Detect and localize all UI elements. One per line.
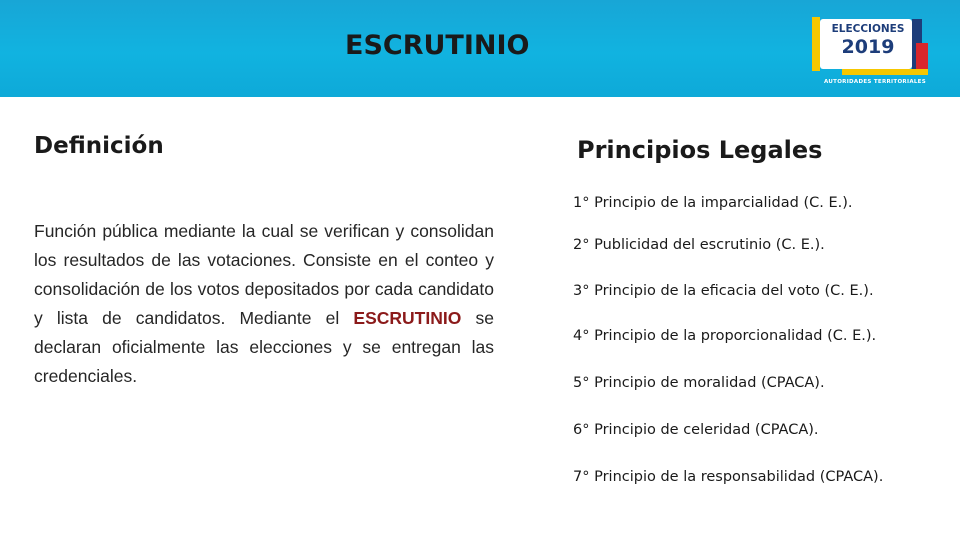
page-title: ESCRUTINIO [345,30,530,61]
definition-text [34,217,494,391]
principle-item: 4° Principio de la proporcionalidad (C. E.). [573,328,877,344]
logo-stripe-yellow-bottom [842,69,928,75]
definition-title: Definición [34,133,164,159]
logo-stripe-yellow [812,17,820,71]
definition-emphasis: ESCRUTINIO [353,308,462,328]
logo-stripe-red [916,43,928,71]
elecciones-2019-logo [812,13,932,93]
principle-item: 5° Principio de moralidad (CPACA). [573,375,825,391]
header-banner [0,0,960,97]
principle-item: 7° Principio de la responsabilidad (CPACA). [573,469,884,485]
logo-subtitle: AUTORIDADES TERRITORIALES [824,79,926,85]
principle-item: 1° Principio de la imparcialidad (C. E.). [573,195,853,211]
principle-item: 3° Principio de la eficacia del voto (C. E.). [573,283,874,299]
principles-title: Principios Legales [577,136,823,164]
principle-item: 2° Publicidad del escrutinio (C. E.). [573,237,825,253]
logo-text-elecciones: ELECCIONES [831,23,905,35]
logo-text-year: 2019 [841,36,895,58]
definition-text-part1: Función pública mediante la cual se verifican y consolidan los resultados de las votaciones. Consiste en el conteo y consolidación de los votos depositados por cada candidato y lista de candidatos. Mediante el [34,221,494,328]
principle-item: 6° Principio de celeridad (CPACA). [573,422,819,438]
definition-text-part2: se declaran oficialmente las elecciones y se entregan las credenciales. [34,308,494,386]
